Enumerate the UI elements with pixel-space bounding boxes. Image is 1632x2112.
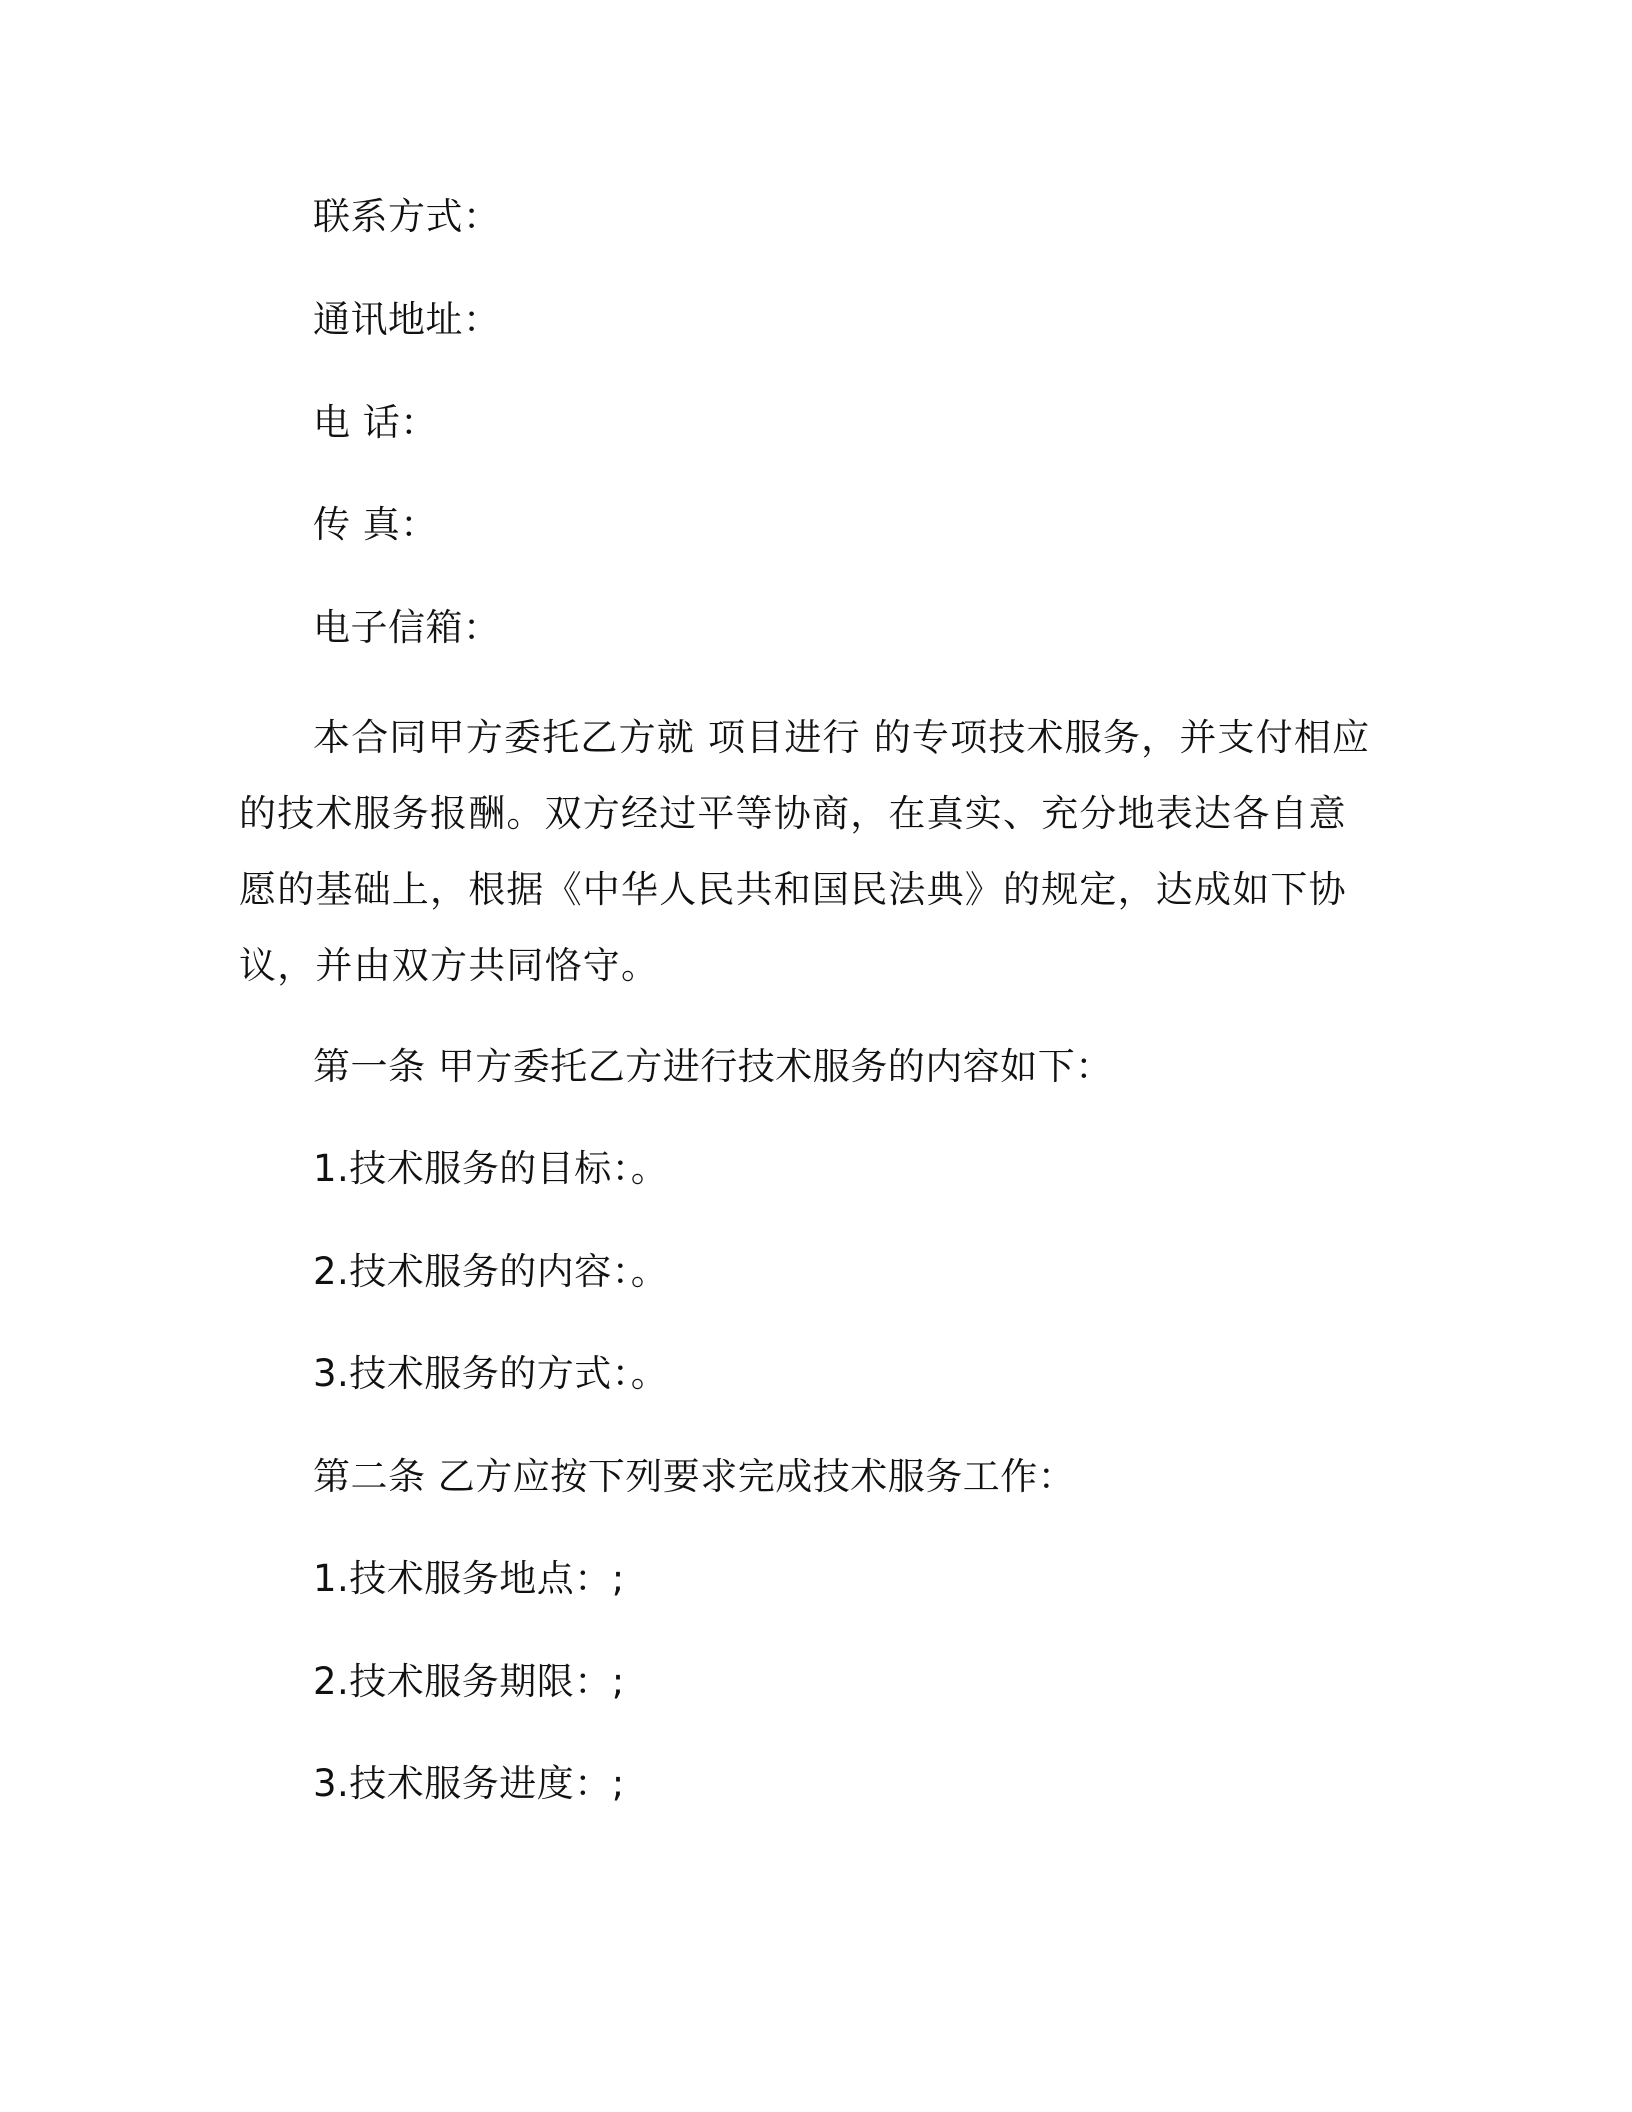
- article-1-heading: 第一条 甲方委托乙方进行技术服务的内容如下：: [313, 1045, 1113, 1088]
- article-1-item-1: 1.技术服务的目标：。: [313, 1147, 669, 1190]
- phone-label: 电 话：: [313, 401, 438, 444]
- article-2-item-1: 1.技术服务地点：;: [313, 1557, 625, 1600]
- article-2-item-2: 2.技术服务期限：;: [313, 1660, 625, 1703]
- article-2-heading: 第二条 乙方应按下列要求完成技术服务工作：: [313, 1455, 1076, 1498]
- article-1-item-3: 3.技术服务的方式：。: [313, 1352, 669, 1395]
- article-2-item-3: 3.技术服务进度：;: [313, 1762, 625, 1805]
- article-1-item-2: 2.技术服务的内容：。: [313, 1250, 669, 1293]
- fax-label: 传 真：: [313, 503, 438, 546]
- intro-paragraph: [239, 700, 1379, 1004]
- email-label: 电子信箱：: [313, 606, 501, 649]
- contact-method-label: 联系方式：: [313, 195, 501, 238]
- address-label: 通讯地址：: [313, 298, 501, 341]
- intro-text: 本合同甲方委托乙方就 项目进行 的专项技术服务，并支付相应的技术服务报酬。双方经过平等协商，在真实、充分地表达各自意愿的基础上，根据《中华人民共和国民法典》的规定，达成如下协议，并由双方共同恪守。: [239, 716, 1371, 987]
